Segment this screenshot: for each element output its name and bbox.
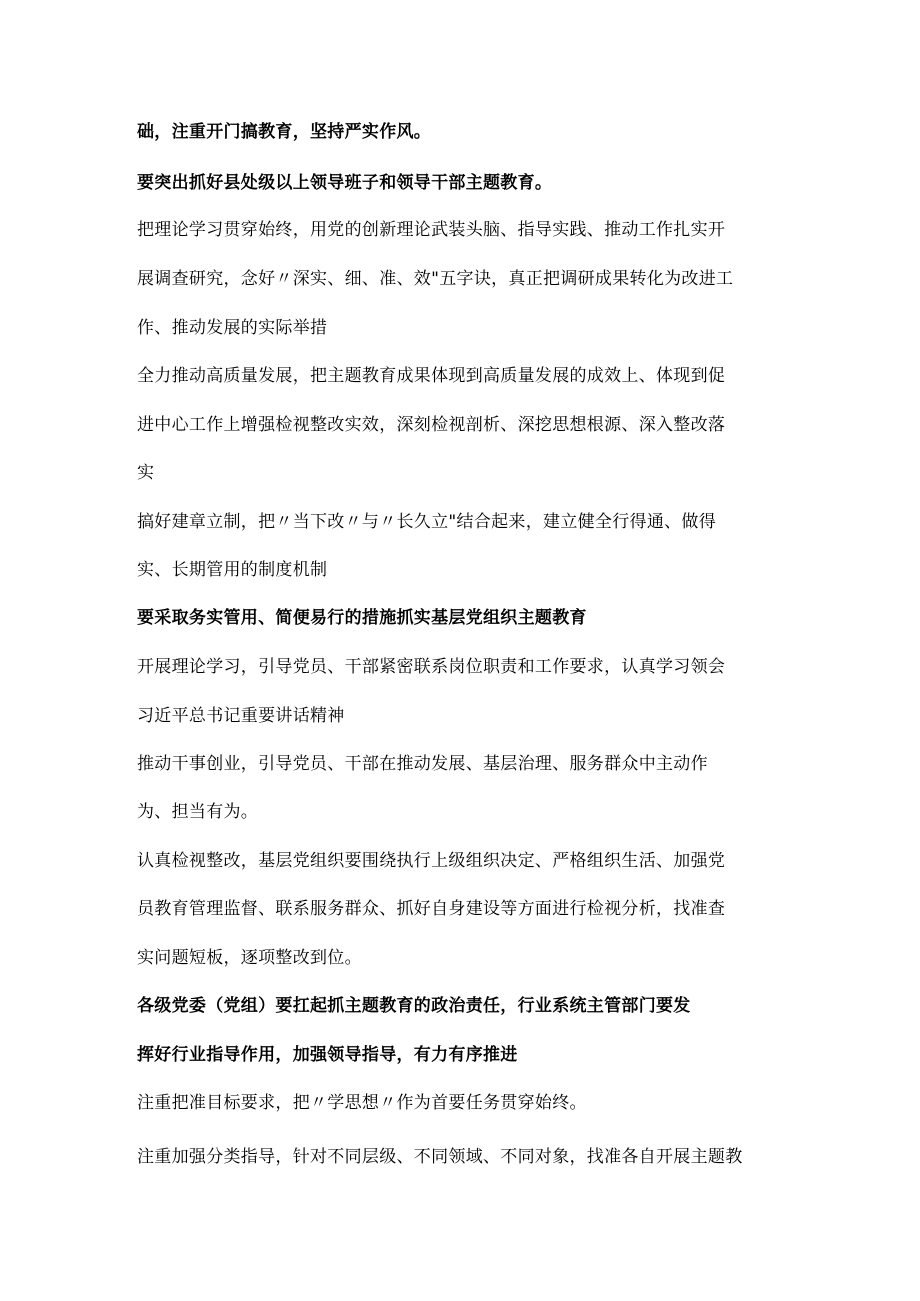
text-line: 全力推动高质量发展，把主题教育成果体现到高质量发展的成效上、体现到促	[137, 366, 726, 386]
text-line: 推动干事创业，引导党员、干部在推动发展、基层治理、服务群众中主动作	[137, 754, 708, 774]
text-line: 习近平总书记重要讲话精神	[137, 706, 345, 726]
text-line: 作、推动发展的实际举措	[137, 318, 328, 338]
section-heading: 挥好行业指导作用，加强领导指导，有力有序推进	[137, 1045, 518, 1065]
text-line: 员教育管理监督、联系服务群众、抓好自身建设等方面进行检视分析，找准查	[137, 899, 726, 919]
text-line: 注重把准目标要求，把〃学思想〃作为首要任务贯穿始终。	[137, 1093, 587, 1113]
text-line: 开展理论学习，引导党员、干部紧密联系岗位职责和工作要求，认真学习领会	[137, 657, 726, 677]
text-line: 搞好建章立制，把〃当下改〃与〃长久立"结合起来，建立健全行得通、做得	[137, 512, 717, 532]
section-heading: 要采取务实管用、简便易行的措施抓实基层党组织主题教育	[137, 608, 587, 628]
text-line: 为、担当有为。	[137, 802, 259, 822]
text-line: 把理论学习贯穿始终，用党的创新理论武装头脑、指导实践、推动工作扎实开	[137, 220, 726, 240]
text-line: 进中心工作上增强检视整改实效，深刻检视剖析、深挖思想根源、深入整改落	[137, 415, 726, 435]
text-line: 础，注重开门搞教育，坚持严实作风。	[137, 122, 432, 142]
text-line: 展调查研究，念好〃深实、细、准、效"五字诀，真正把调研成果转化为改进工	[137, 269, 734, 289]
text-line: 注重加强分类指导，针对不同层级、不同领域、不同对象，找准各自开展主题教	[137, 1147, 743, 1167]
text-line: 实、长期管用的制度机制	[137, 560, 328, 580]
text-line: 认真检视整改，基层党组织要围绕执行上级组织决定、严格组织生活、加强党	[137, 851, 726, 871]
text-line: 实问题短板，逐项整改到位。	[137, 948, 362, 968]
section-heading: 要突出抓好县处级以上领导班子和领导干部主题教育。	[137, 173, 553, 193]
text-line: 实	[137, 463, 155, 483]
section-heading: 各级党委（党组）要扛起抓主题教育的政治责任，行业系统主管部门要发	[137, 996, 691, 1016]
